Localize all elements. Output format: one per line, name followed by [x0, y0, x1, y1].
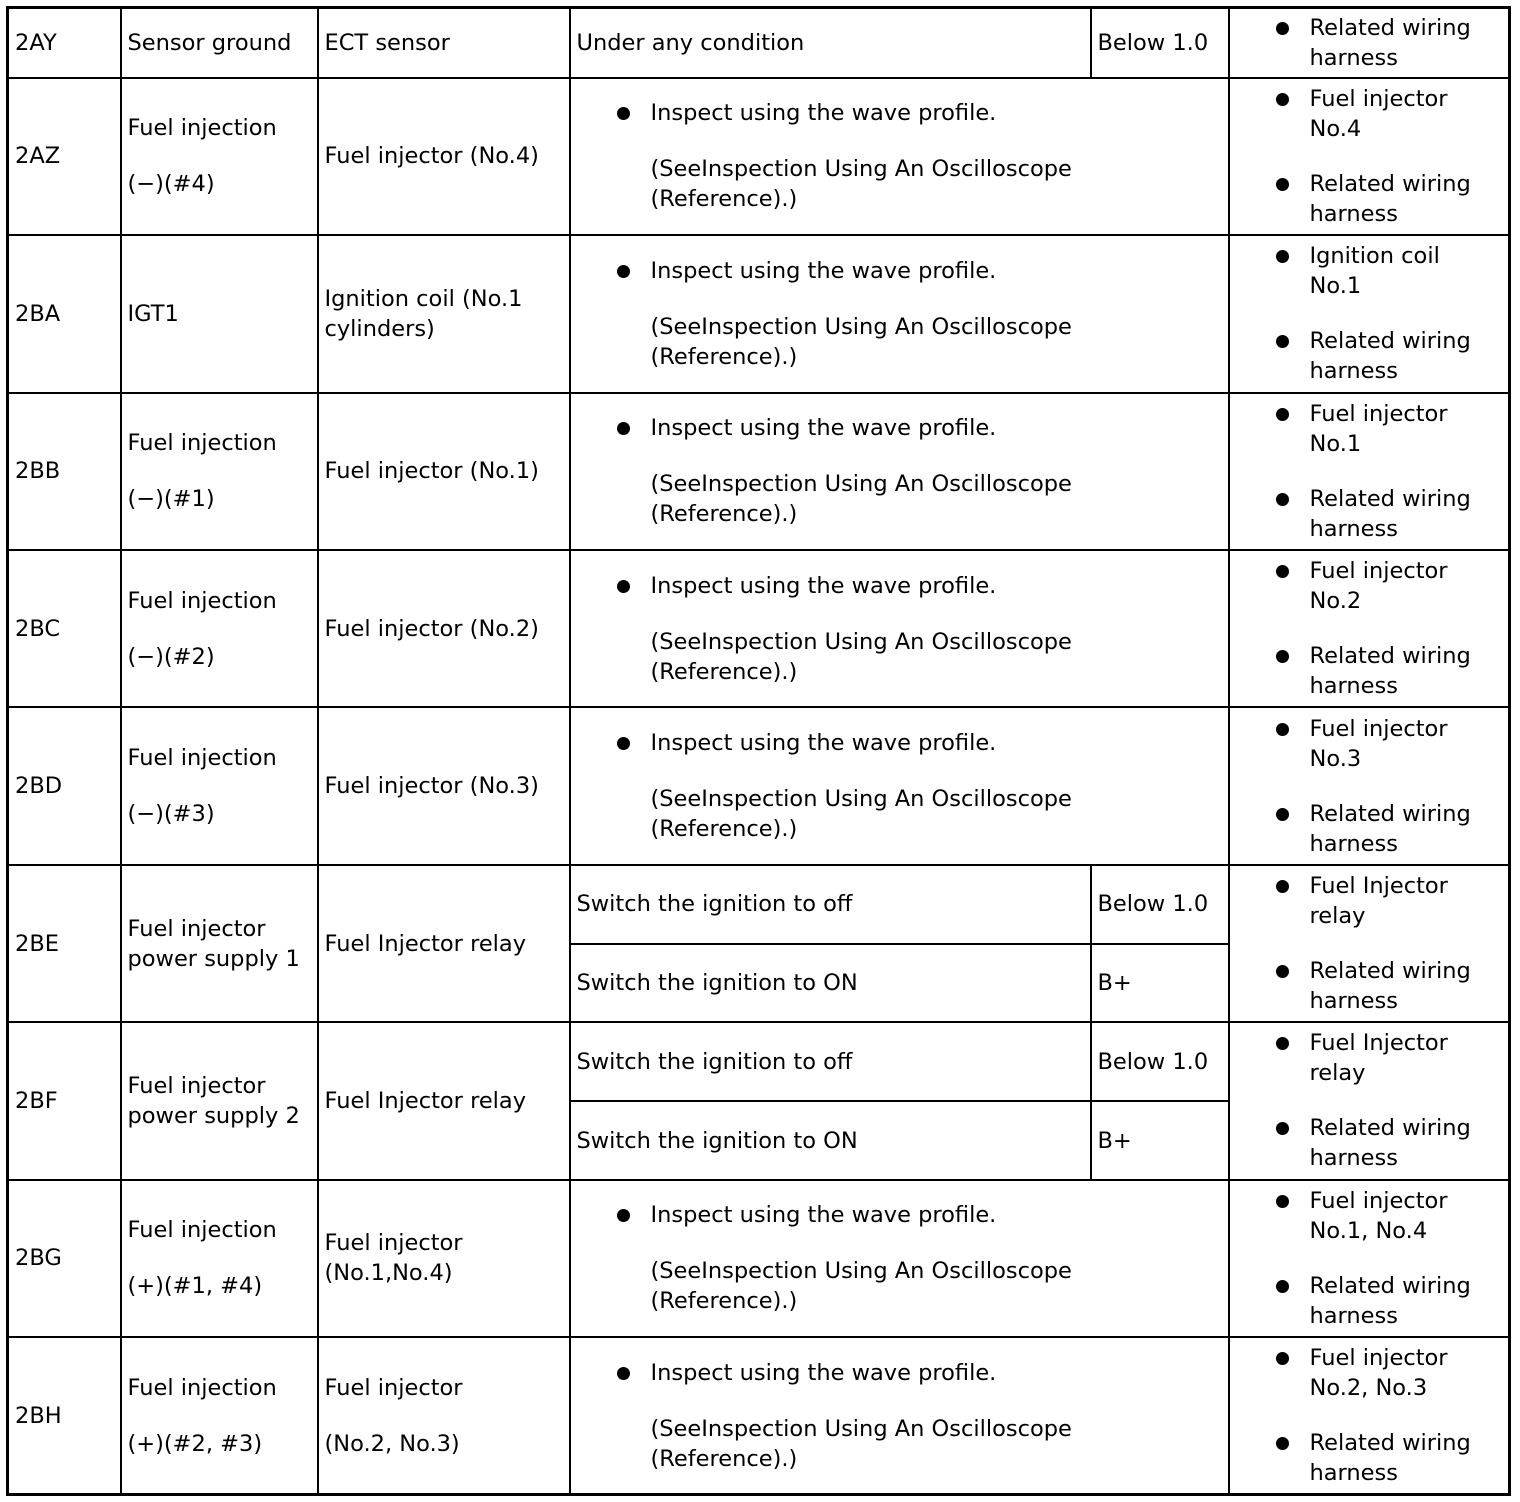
bullet-icon [617, 422, 630, 435]
bullet-icon [1276, 723, 1289, 736]
signal-name-cell [121, 1337, 318, 1494]
cause-text: Fuel injector [1309, 1345, 1448, 1372]
cell-text-line: Fuel injector (No.3) [324, 773, 539, 800]
line-gap [128, 616, 311, 642]
cause-text: No.1, No.4 [1309, 1217, 1428, 1244]
line-gap [128, 1245, 311, 1271]
cause-text: No.1 [1309, 273, 1362, 300]
bullet-icon [1276, 650, 1289, 663]
connected-to-cell [318, 550, 570, 707]
bullet-icon [1276, 965, 1289, 978]
procedure-reference-text: (SeeInspection Using An Oscilloscope [650, 156, 1072, 183]
line-gap [617, 1230, 1222, 1256]
cell-text-line: Fuel injection [127, 430, 277, 457]
cause-text: harness [1309, 358, 1398, 385]
cause-text: No.3 [1309, 745, 1362, 772]
table-body [8, 8, 1510, 1495]
cause-text: relay [1309, 1060, 1366, 1087]
table-row [8, 78, 1510, 235]
cause-text: Related wiring [1309, 1272, 1471, 1299]
procedure-text: Inspect using the wave profile. [650, 257, 997, 284]
procedure-reference-text: (Reference).) [650, 501, 798, 528]
connected-to-cell [318, 393, 570, 550]
signal-name-cell [121, 550, 318, 707]
terminal-cell: 2AY [8, 8, 121, 78]
cell-text-line: Sensor ground [127, 29, 292, 56]
cause-item [1276, 714, 1503, 774]
connected-to-cell [318, 1022, 570, 1179]
table-row [8, 550, 1510, 707]
cell-text-line: Ignition coil (No.1 [324, 285, 523, 312]
procedure-text: Inspect using the wave profile. [650, 415, 997, 442]
cause-text: Fuel injector [1309, 400, 1448, 427]
possible-cause-cell [1229, 235, 1510, 392]
cause-item [1276, 484, 1503, 544]
test-procedure-cell [570, 235, 1229, 392]
procedure-reference-text: (Reference).) [650, 1288, 798, 1315]
cell-text-line: cylinders) [324, 315, 435, 342]
cell-text-line: power supply 1 [127, 945, 300, 972]
procedure-reference-text: (SeeInspection Using An Oscilloscope [650, 313, 1072, 340]
bullet-icon [1276, 1122, 1289, 1135]
procedure-step [617, 571, 1222, 601]
line-gap [617, 286, 1222, 312]
cell-text-line: (−)(#4) [127, 171, 215, 198]
cell-text-line: (−)(#1) [127, 486, 215, 513]
procedure-text: Inspect using the wave profile. [650, 1202, 997, 1229]
signal-name-cell [121, 865, 318, 1022]
cause-item [1276, 1271, 1503, 1331]
cause-text: Related wiring [1309, 958, 1471, 984]
cause-text: harness [1309, 1302, 1398, 1329]
possible-cause-cell [1229, 1180, 1510, 1337]
voltage-value-cell: Below 1.0 [1091, 865, 1229, 944]
procedure-reference-text: (SeeInspection Using An Oscilloscope [650, 1258, 1072, 1285]
cause-item [1276, 641, 1503, 701]
cell-text-line: Fuel injector (No.2) [324, 615, 539, 642]
test-procedure-cell [570, 550, 1229, 707]
possible-cause-cell [1229, 707, 1510, 864]
bullet-icon [617, 265, 630, 278]
cause-text: relay [1309, 903, 1366, 929]
bullet-icon [1276, 808, 1289, 821]
bullet-icon [617, 107, 630, 120]
voltage-value-cell: B+ [1091, 1101, 1229, 1179]
table-row [8, 8, 1510, 78]
bullet-icon [617, 1209, 630, 1222]
signal-name-cell [121, 393, 318, 550]
signal-name-cell [121, 1180, 318, 1337]
condition-cell: Switch the ignition to ON [570, 1101, 1091, 1179]
cause-item [1276, 1113, 1503, 1173]
procedure-step [617, 728, 1222, 758]
cause-text: Related wiring [1309, 643, 1471, 670]
cause-text: Related wiring [1309, 170, 1471, 197]
cause-item [1276, 1186, 1503, 1246]
bullet-icon [1276, 250, 1289, 263]
cause-text: harness [1309, 1145, 1398, 1172]
cause-text: Related wiring [1309, 485, 1471, 512]
bullet-icon [1276, 1352, 1289, 1365]
cell-text-line: Fuel Injector relay [324, 1087, 527, 1114]
procedure-reference-text: (SeeInspection Using An Oscilloscope [650, 786, 1072, 813]
table-row [8, 707, 1510, 864]
signal-name-cell [121, 707, 318, 864]
cause-text: Fuel injector [1309, 558, 1448, 585]
signal-name-cell [121, 78, 318, 235]
test-procedure-cell [570, 78, 1229, 235]
connected-to-cell [318, 8, 570, 78]
bullet-icon [1276, 1195, 1289, 1208]
procedure-reference-text: (Reference).) [650, 186, 798, 213]
cause-text: harness [1309, 515, 1398, 542]
cell-text-line: (No.1,No.4) [324, 1260, 453, 1287]
terminal-cell: 2BD [8, 707, 121, 864]
table-row [8, 865, 1510, 944]
bullet-icon [1276, 1437, 1289, 1450]
cause-item [1276, 799, 1503, 859]
procedure-step [617, 98, 1222, 128]
condition-cell: Switch the ignition to ON [570, 944, 1091, 1022]
procedure-reference-text: (Reference).) [650, 1445, 798, 1472]
line-gap [325, 1403, 563, 1429]
bullet-icon [1276, 93, 1289, 106]
voltage-value-cell: Below 1.0 [1091, 8, 1229, 78]
voltage-value-cell: Below 1.0 [1091, 1022, 1229, 1101]
terminal-cell: 2BE [8, 865, 121, 1022]
cause-text: Fuel Injector [1309, 873, 1448, 899]
cause-text: Related wiring [1309, 14, 1471, 41]
connected-to-cell [318, 707, 570, 864]
bullet-icon [1276, 1280, 1289, 1293]
procedure-reference-text: (SeeInspection Using An Oscilloscope [650, 628, 1072, 655]
signal-name-cell [121, 8, 318, 78]
procedure-reference-text: (Reference).) [650, 658, 798, 685]
cause-text: Fuel Injector [1309, 1030, 1448, 1057]
connected-to-cell [318, 78, 570, 235]
cause-text: No.4 [1309, 115, 1362, 142]
cause-text: Related wiring [1309, 1115, 1471, 1142]
signal-name-cell [121, 235, 318, 392]
cell-text-line: Fuel injection [127, 587, 277, 614]
cell-text-line: Fuel injection [127, 1217, 277, 1244]
cell-text-line: (−)(#2) [127, 643, 215, 670]
possible-cause-cell [1229, 8, 1510, 78]
procedure-step [617, 413, 1222, 443]
table-row [8, 1337, 1510, 1494]
terminal-cell: 2BG [8, 1180, 121, 1337]
cell-text-line: (No.2, No.3) [324, 1430, 460, 1457]
cause-text: Ignition coil [1309, 243, 1440, 270]
procedure-text: Inspect using the wave profile. [650, 100, 997, 127]
possible-cause-cell [1229, 78, 1510, 235]
cell-text-line: power supply 2 [127, 1102, 300, 1129]
procedure-step [617, 1358, 1222, 1388]
cause-item [1276, 241, 1503, 301]
possible-cause-cell [1229, 1022, 1510, 1179]
connected-to-cell [318, 1180, 570, 1337]
cell-text-line: Fuel injection [127, 115, 277, 142]
cause-item [1276, 399, 1503, 459]
test-procedure-cell [570, 1337, 1229, 1494]
cell-text-line: Fuel injector (No.4) [324, 143, 539, 170]
condition-cell: Switch the ignition to off [570, 1022, 1091, 1101]
cause-text: harness [1309, 200, 1398, 227]
procedure-reference-text: (Reference).) [650, 343, 798, 370]
bullet-icon [1276, 178, 1289, 191]
cause-item [1276, 169, 1503, 229]
cause-text: No.2, No.3 [1309, 1375, 1428, 1402]
cause-text: Fuel injector [1309, 1187, 1448, 1214]
line-gap [617, 758, 1222, 784]
bullet-icon [617, 1367, 630, 1380]
cause-item [1276, 871, 1503, 931]
cause-item [1276, 1343, 1503, 1403]
bullet-icon [1276, 408, 1289, 421]
cell-text-line: Fuel injector (No.1) [324, 458, 539, 485]
line-gap [617, 443, 1222, 469]
terminal-cell: 2BA [8, 235, 121, 392]
line-gap [128, 458, 311, 484]
cause-text: harness [1309, 673, 1398, 700]
cell-text-line: (+)(#2, #3) [127, 1430, 263, 1457]
procedure-reference-text: (SeeInspection Using An Oscilloscope [650, 471, 1072, 498]
cause-text: Related wiring [1309, 328, 1471, 355]
procedure-text: Inspect using the wave profile. [650, 572, 997, 599]
cause-text: harness [1309, 830, 1398, 857]
cause-text: Fuel injector [1309, 715, 1448, 742]
connected-to-cell [318, 865, 570, 1022]
voltage-value-cell: B+ [1091, 944, 1229, 1022]
connected-to-cell [318, 1337, 570, 1494]
table-row [8, 235, 1510, 392]
test-procedure-cell [570, 707, 1229, 864]
cause-item [1276, 1028, 1503, 1088]
cell-text-line: Fuel injector [324, 1374, 463, 1401]
bullet-icon [617, 580, 630, 593]
bullet-icon [617, 737, 630, 750]
cause-item [1276, 13, 1503, 73]
cause-text: No.1 [1309, 430, 1362, 457]
cause-item [1276, 956, 1503, 1016]
cause-item [1276, 84, 1503, 144]
signal-name-cell [121, 1022, 318, 1179]
cause-text: Fuel injector [1309, 85, 1448, 112]
cell-text-line: Fuel injector [127, 915, 266, 942]
condition-cell: Switch the ignition to off [570, 865, 1091, 944]
procedure-reference-text: (Reference).) [650, 816, 798, 843]
line-gap [128, 773, 311, 799]
cell-text-line: Fuel injection [127, 1374, 277, 1401]
cause-item [1276, 1428, 1503, 1488]
cause-text: harness [1309, 1460, 1398, 1487]
cause-text: harness [1309, 988, 1398, 1014]
possible-cause-cell [1229, 1337, 1510, 1494]
terminal-cell: 2AZ [8, 78, 121, 235]
cell-text-line: IGT1 [127, 300, 179, 327]
connected-to-cell [318, 235, 570, 392]
terminal-cell: 2BH [8, 1337, 121, 1494]
cell-text-line: Fuel injector [127, 1072, 266, 1099]
condition-cell: Under any condition [570, 8, 1091, 78]
cell-text-line: Fuel Injector relay [324, 930, 527, 957]
cause-text: harness [1309, 44, 1398, 71]
bullet-icon [1276, 1037, 1289, 1050]
line-gap [617, 601, 1222, 627]
cause-item [1276, 556, 1503, 616]
cause-text: No.2 [1309, 588, 1362, 615]
procedure-reference-text: (SeeInspection Using An Oscilloscope [650, 1415, 1072, 1442]
procedure-step [617, 256, 1222, 286]
line-gap [617, 1388, 1222, 1414]
bullet-icon [1276, 565, 1289, 578]
cell-text-line: ECT sensor [324, 29, 450, 56]
cause-text: Related wiring [1309, 800, 1471, 827]
possible-cause-cell [1229, 550, 1510, 707]
possible-cause-cell [1229, 865, 1510, 1022]
cause-text: Related wiring [1309, 1430, 1471, 1457]
table-row [8, 1022, 1510, 1101]
bullet-icon [1276, 880, 1289, 893]
test-procedure-cell [570, 1180, 1229, 1337]
cell-text-line: (+)(#1, #4) [127, 1273, 263, 1300]
line-gap [128, 143, 311, 169]
cell-text-line: (−)(#3) [127, 801, 215, 828]
terminal-cell: 2BF [8, 1022, 121, 1179]
bullet-icon [1276, 493, 1289, 506]
test-procedure-cell [570, 393, 1229, 550]
terminal-cell: 2BB [8, 393, 121, 550]
bullet-icon [1276, 22, 1289, 35]
terminal-cell: 2BC [8, 550, 121, 707]
procedure-step [617, 1200, 1222, 1230]
bullet-icon [1276, 335, 1289, 348]
line-gap [128, 1403, 311, 1429]
procedure-text: Inspect using the wave profile. [650, 1359, 997, 1386]
possible-cause-cell [1229, 393, 1510, 550]
terminal-inspection-table [6, 6, 1511, 1496]
procedure-text: Inspect using the wave profile. [650, 730, 997, 757]
cause-item [1276, 326, 1503, 386]
table-row [8, 393, 1510, 550]
cell-text-line: Fuel injection [127, 745, 277, 772]
line-gap [617, 128, 1222, 154]
cell-text-line: Fuel injector [324, 1230, 463, 1257]
table-row [8, 1180, 1510, 1337]
